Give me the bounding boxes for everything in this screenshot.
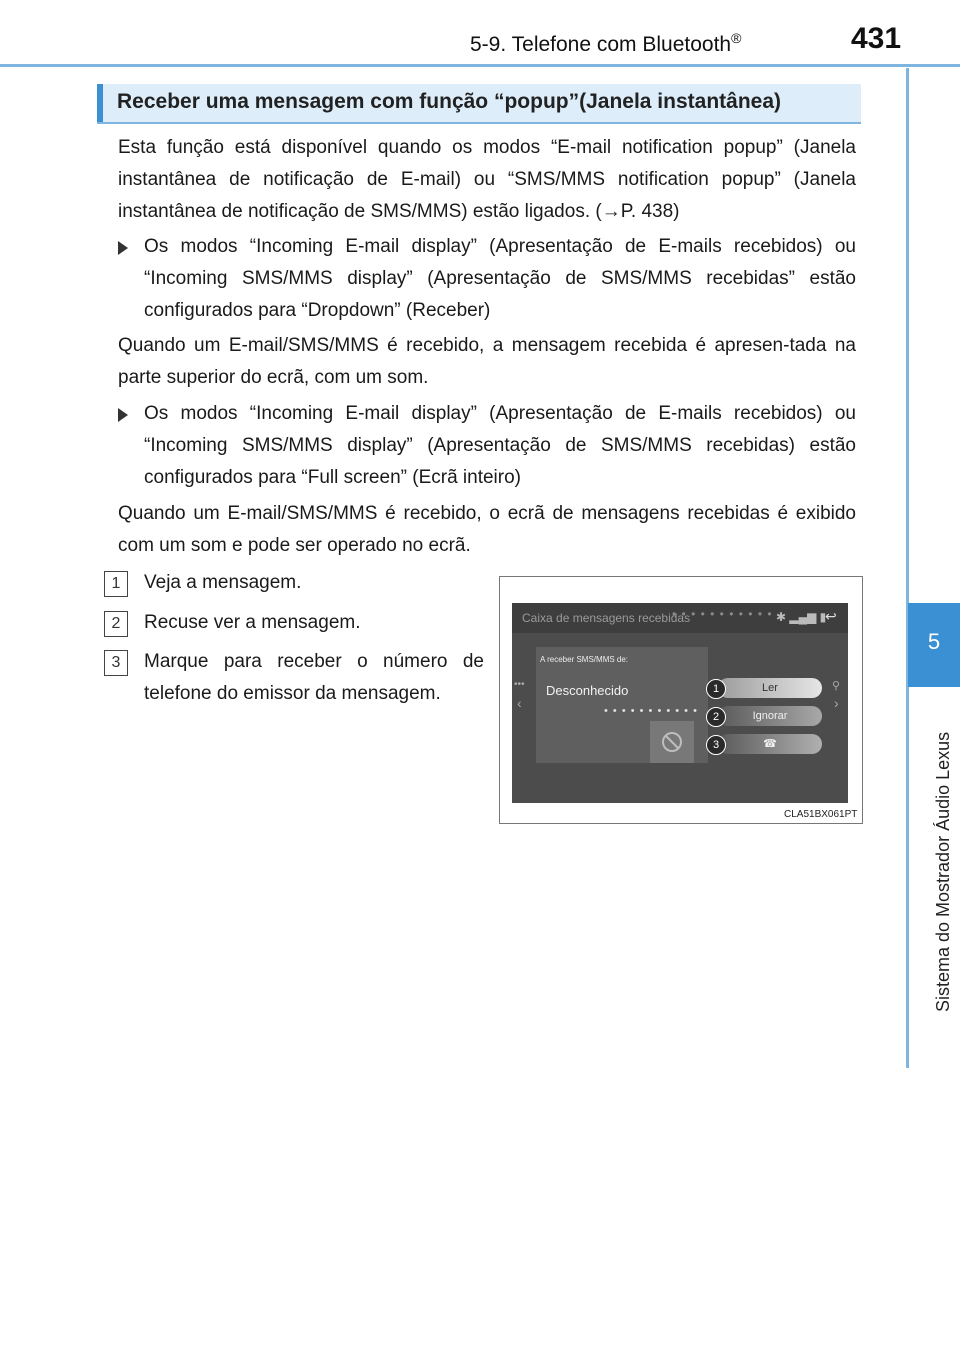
side-divider xyxy=(906,68,909,1068)
item-text: Marque para receber o número de telefone do emissor da mensagem. xyxy=(144,651,484,704)
device-screen xyxy=(512,603,848,803)
search-icon[interactable]: ⚲ xyxy=(832,680,841,692)
panel-header: A receber SMS/MMS de: xyxy=(540,655,629,664)
menu-icon[interactable]: ••• xyxy=(514,679,525,690)
call-button[interactable] xyxy=(718,734,822,754)
section-accent-bar xyxy=(97,84,103,122)
section-heading xyxy=(97,84,861,124)
item-number: 2 xyxy=(104,611,128,637)
fullscreen-paragraph: Quando um E-mail/SMS/MMS é recebido, o ecrã de mensagens recebidas é exibido com um som e pode ser operado no ecrã. xyxy=(118,503,856,556)
header-title: 5-9. Telefone com Bluetooth® xyxy=(470,30,742,56)
callout-3: 3 xyxy=(706,735,726,755)
screen-title-dots: • • • • • • • • • • • xyxy=(672,607,773,621)
bullet-arrow-icon xyxy=(118,241,128,255)
page-number: 431 xyxy=(851,22,902,55)
sender-name: Desconhecido xyxy=(546,683,629,698)
status-icons: ✱ ▂▄▆ ▮ xyxy=(776,610,827,624)
header-divider xyxy=(0,64,960,67)
chapter-label: Sistema do Mostrador Áudio Lexus xyxy=(933,731,953,1012)
chevron-right-icon[interactable]: › xyxy=(834,695,839,711)
figure-code: CLA51BX061PT xyxy=(784,809,858,820)
item-number: 1 xyxy=(104,571,128,597)
back-icon[interactable]: ↩ xyxy=(825,608,837,624)
intro-paragraph: Esta função está disponível quando os modos “E-mail notification popup” (Janela instantânea de notificação de E-mail) ou “SMS/MMS notification popup” (Janela instantânea de notificação de SMS/MMS) estão ligados. (→P. 438) xyxy=(118,137,856,222)
item-text: Veja a mensagem. xyxy=(144,572,302,593)
dropdown-paragraph: Quando um E-mail/SMS/MMS é recebido, a mensagem recebida é apresen-tada na parte superior do ecrã, com um som. xyxy=(118,335,856,388)
chapter-tab xyxy=(908,603,960,687)
section-title: Receber uma mensagem com função “popup”(Janela instantânea) xyxy=(117,90,782,113)
message-panel xyxy=(536,647,708,763)
screen-title: Caixa de mensagens recebidas xyxy=(522,611,691,625)
screen-figure xyxy=(499,576,863,824)
bullet-arrow-icon xyxy=(118,408,128,422)
block-icon xyxy=(660,730,684,754)
phone-icon: ☎ xyxy=(763,738,777,750)
item-text: Recuse ver a mensagem. xyxy=(144,612,361,633)
read-button[interactable]: Ler xyxy=(718,678,822,698)
bullet-text: Os modos “Incoming E-mail display” (Apresentação de E-mails recebidos) ou “Incoming SMS/MMS display” (Apresentação de SMS/MMS recebidas) estão configurados para “Full screen” (Ecrã inteiro) xyxy=(144,403,856,488)
page-header xyxy=(0,0,960,68)
item-number: 3 xyxy=(104,650,128,676)
screen-title-bar xyxy=(512,603,848,633)
chapter-number: 5 xyxy=(927,629,941,654)
bullet-text: Os modos “Incoming E-mail display” (Apresentação de E-mails recebidos) ou “Incoming SMS/MMS display” (Apresentação de SMS/MMS recebidas” estão configurados para “Dropdown” (Receber) xyxy=(144,236,856,321)
block-button[interactable] xyxy=(650,721,694,763)
callout-2: 2 xyxy=(706,707,726,727)
ignore-button[interactable]: Ignorar xyxy=(718,706,822,726)
sender-number: • • • • • • • • • • • xyxy=(604,705,698,717)
chevron-left-icon[interactable]: ‹ xyxy=(517,695,522,711)
callout-1: 1 xyxy=(706,679,726,699)
